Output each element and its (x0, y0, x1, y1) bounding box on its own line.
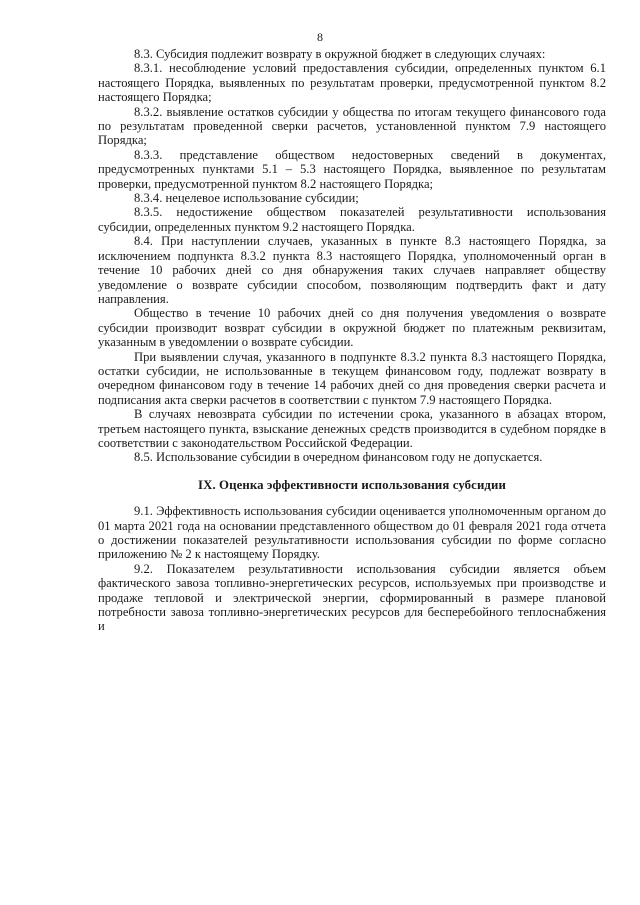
section-title: IX. Оценка эффективности использования субсидии (198, 477, 506, 492)
paragraph: 9.2. Показателем результативности использования субсидии является объем фактического завоза топливно-энергетических ресурсов, используемых при производстве и продаже тепловой и электрической энергии, сформированный в размере плановой потребности завоза топливно-энергетических ресурсов для бесперебойного теплоснабжения и (98, 561, 606, 634)
paragraph: 8.3.5. недостижение обществом показателей результативности использования субсидии, определенных пунктом 9.2 настоящего Порядка. (98, 205, 606, 234)
paragraph: 9.1. Эффективность использования субсидии оценивается уполномоченным органом до 01 марта 2021 года на основании представленного обществом до 01 февраля 2021 года отчета о достижении показателей результативности использования субсидии по форме согласно приложению № 2 к настоящему Порядку. (98, 504, 606, 562)
paragraph: 8.4. При наступлении случаев, указанных в пункте 8.3 настоящего Порядка, за исключением подпункта 8.3.2 пункта 8.3 настоящего Порядка, уполномоченный орган в течение 10 рабочих дней со дня обнаружения таких случаев направляет обществу уведомление о возврате субсидии способом, позволяющим подтвердить факт и дату направления. (98, 234, 606, 306)
paragraph: В случаях невозврата субсидии по истечении срока, указанного в абзацах втором, третьем настоящего пункта, взыскание денежных средств производится в судебном порядке в соответствии с законодательством Российской Федерации. (98, 407, 606, 450)
paragraph: 8.5. Использование субсидии в очередном финансовом году не допускается. (134, 450, 543, 465)
paragraph: 8.3. Субсидия подлежит возврату в окружной бюджет в следующих случаях: (134, 47, 546, 61)
paragraph: 8.3.1. несоблюдение условий предоставления субсидии, определенных пунктом 6.1 настоящего Порядка, выявленных по результатам проверки, предусмотренной пунктом 8.2 настоящего Порядка; (98, 61, 606, 105)
paragraph: При выявлении случая, указанного в подпункте 8.3.2 пункта 8.3 настоящего Порядка, остатки субсидии, не использованные в текущем финансовом году, подлежат возврату в очередном финансовом году в течение 14 рабочих дней со дня проведения сверки расчета и подписания акта сверки расчетов в соответствии с пунктом 7.9 настоящего Порядка. (98, 349, 606, 407)
paragraph: 8.3.4. нецелевое использование субсидии; (134, 191, 359, 206)
document-body (98, 47, 606, 634)
paragraph: Общество в течение 10 рабочих дней со дня получения уведомления о возврате субсидии производит возврат субсидии в окружной бюджет по платежным реквизитам, указанным в уведомлении о возврате субсидии. (98, 306, 606, 350)
paragraph: 8.3.2. выявление остатков субсидии у общества по итогам текущего финансового года по результатам проведенной сверки расчетов, установленной пунктом 7.9 настоящего Порядка; (98, 104, 606, 148)
page-number: 8 (317, 30, 323, 44)
paragraph: 8.3.3. представление обществом недостоверных сведений в документах, предусмотренных пунктами 5.1 – 5.3 настоящего Порядка, выявленное по результатам проверки, предусмотренной пунктом 8.2 настоящего Порядка; (98, 147, 606, 191)
